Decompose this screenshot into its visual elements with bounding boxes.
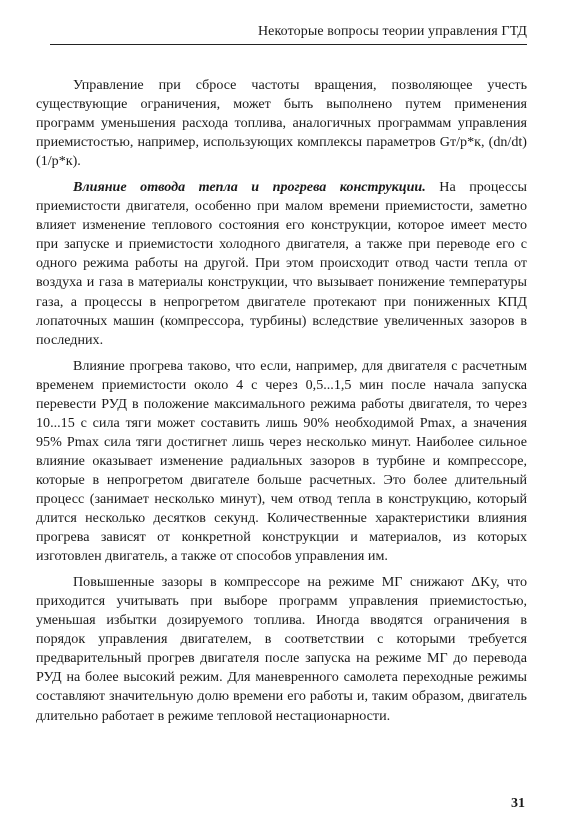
paragraph-text: Влияние прогрева таково, что если, например, для двигателя с расчетным временем приемистости около 4 с через 0,5...1,5 мин после начала запуска перевести РУД в положение максимального режима работы двигателя, то через 10...15 с сила тяги может составить лишь 90% необходимой Pmax, а значения 95% Pmax сила тяги достигнет лишь через несколько минут. Наиболее сильное влияние оказывает изменение радиальных зазоров в турбине и компрессоре, которые в непрогретом двигателе больше расчетных. Это более длительный процесс (занимает несколько минут), чем отвод тепла в конструкцию, который длится несколько десятков секунд. Количественные характеристики влияния прогрева зависят от конкретной конструкции и материалов, из которых изготовлен двигатель, а также от способов управления им. bbox=[36, 357, 527, 565]
page-number: 31 bbox=[511, 796, 525, 811]
paragraph-4 bbox=[36, 573, 527, 725]
paragraph-1 bbox=[36, 76, 527, 171]
header-rule bbox=[50, 44, 527, 45]
running-head: Некоторые вопросы теории управления ГТД bbox=[257, 24, 527, 39]
paragraph-text: Управление при сбросе частоты вращения, позволяющее учесть существующие ограничения, может быть выполнено путем применения программ уменьшения расхода топлива, аналогичных программам управления приемистостью, например, использующих комплексы параметров Gт/p*к, (dn/dt)(1/p*к). bbox=[36, 77, 527, 170]
paragraph-run-in-heading: Влияние отвода тепла и прогрева конструкции. bbox=[73, 179, 426, 196]
paragraph-text: На процессы приемистости двигателя, особенно при малом времени приемистости, заметно влияет изменение теплового состояния его конструкции, которое имеет место при запуске и приемистости холодного двигателя, а также при переводе его с одного режима работы на другой. При этом происходит отвод части тепла от воздуха и газа в материалы конструкции, что вызывает понижение температуры газа, а процессы в непрогретом двигателе протекают при пониженных КПД лопаточных машин (компрессора, турбины) вследствие увеличенных зазоров в последних. bbox=[36, 179, 527, 348]
paragraph-3 bbox=[36, 357, 527, 567]
paragraph-text: Повышенные зазоры в компрессоре на режиме МГ снижают ΔKу, что приходится учитывать при выборе программ управления приемистостью, уменьшая избытки дозируемого топлива. Иногда вводятся ограничения в порядок управления двигателем, в соответствии с которыми требуется предварительный прогрев двигателя после запуска на режиме МГ до перевода РУД на более высокий режим. Для маневренного самолета переходные режимы составляют значительную долю времени его работы и, таким образом, двигатель длительно работает в режиме тепловой нестационарности. bbox=[36, 574, 527, 724]
body-text bbox=[36, 76, 527, 726]
paragraph-2 bbox=[36, 178, 527, 349]
